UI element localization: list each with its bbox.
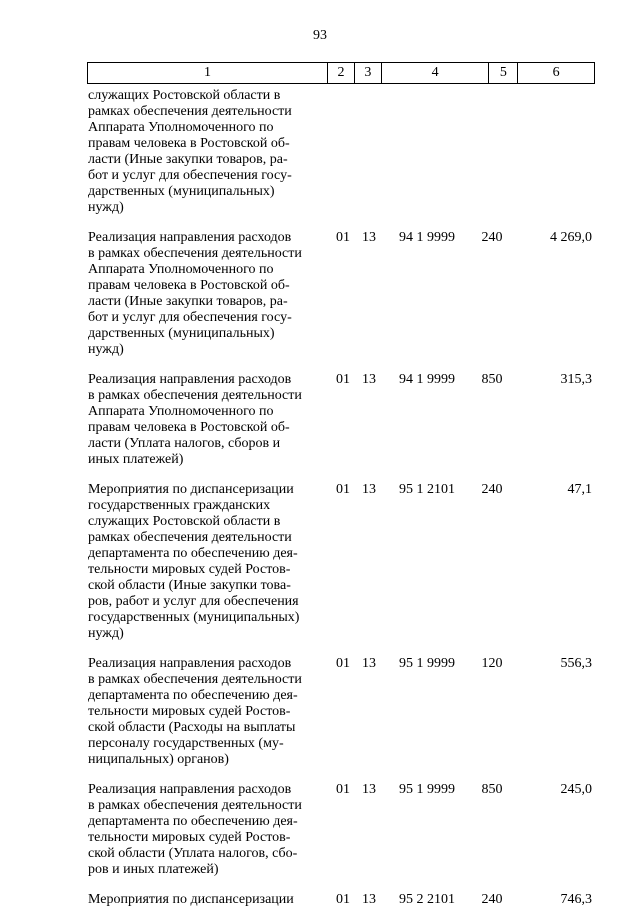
header-col-3: 3 xyxy=(355,63,382,83)
row-amount: 4 269,0 xyxy=(550,230,592,245)
row-section: 01 xyxy=(336,230,350,245)
table-row xyxy=(88,782,595,878)
row-expense-type: 240 xyxy=(481,230,503,245)
row-subsection: 13 xyxy=(362,230,376,245)
row-amount: 245,0 xyxy=(560,782,592,797)
page-number: 93 xyxy=(313,28,327,43)
row-expense-type: 240 xyxy=(481,892,503,907)
row-target-code: 95 1 2101 xyxy=(399,482,455,497)
row-section: 01 xyxy=(336,782,350,797)
row-section: 01 xyxy=(336,482,350,497)
row-amount: 746,3 xyxy=(560,892,592,907)
row-subsection: 13 xyxy=(362,372,376,387)
row-target-code: 94 1 9999 xyxy=(399,372,455,387)
table-row xyxy=(88,88,595,216)
row-description: Реализация направления расходов в рамках обеспечения деятельности департамента по обеспечению дея- тельности мировых судей Ростов- ской области (Уплата налогов, сбо- ров и иных платежей) xyxy=(88,782,302,877)
header-col-4: 4 xyxy=(382,63,490,83)
budget-table-body xyxy=(88,88,595,908)
row-subsection: 13 xyxy=(362,892,376,907)
row-amount: 315,3 xyxy=(560,372,592,387)
header-col-1: 1 xyxy=(88,63,328,83)
row-description: Мероприятия по диспансеризации государственных гражданских служащих Ростовской области в рамках обеспечения деятельности департамента по обеспечению дея- тельности мировых судей Ростов- ской области (Иные закупки това- ров, работ и услуг для обеспечения государственных (муниципальных) нужд) xyxy=(88,482,300,641)
row-subsection: 13 xyxy=(362,656,376,671)
row-amount: 47,1 xyxy=(567,482,592,497)
table-header xyxy=(87,62,595,84)
row-amount: 556,3 xyxy=(560,656,592,671)
header-col-2: 2 xyxy=(328,63,355,83)
row-expense-type: 850 xyxy=(481,372,503,387)
row-section: 01 xyxy=(336,892,350,907)
row-description: Мероприятия по диспансеризации xyxy=(88,892,294,907)
row-description: Реализация направления расходов в рамках обеспечения деятельности департамента по обеспечению дея- тельности мировых судей Ростов- ской области (Расходы на выплаты персоналу государственных (му- ниципальных) органов) xyxy=(88,656,302,767)
row-expense-type: 120 xyxy=(481,656,503,671)
row-target-code: 95 2 2101 xyxy=(399,892,455,907)
table-row xyxy=(88,482,595,642)
row-subsection: 13 xyxy=(362,482,376,497)
table-row xyxy=(88,892,595,908)
row-description: Реализация направления расходов в рамках обеспечения деятельности Аппарата Уполномоченного по правам человека в Ростовской об- ласти (Иные закупки товаров, ра- бот и услуг для обеспечения госу- дарственных (муниципальных) нужд) xyxy=(88,230,302,357)
row-section: 01 xyxy=(336,372,350,387)
row-expense-type: 850 xyxy=(481,782,503,797)
row-section: 01 xyxy=(336,656,350,671)
row-target-code: 95 1 9999 xyxy=(399,656,455,671)
table-row xyxy=(88,656,595,768)
row-subsection: 13 xyxy=(362,782,376,797)
row-description: Реализация направления расходов в рамках обеспечения деятельности Аппарата Уполномоченного по правам человека в Ростовской об- ласти (Уплата налогов, сборов и иных платежей) xyxy=(88,372,302,467)
header-col-5: 5 xyxy=(489,63,518,83)
row-target-code: 95 1 9999 xyxy=(399,782,455,797)
row-description: служащих Ростовской области в рамках обеспечения деятельности Аппарата Уполномоченного по правам человека в Ростовской об- ласти (Иные закупки товаров, ра- бот и услуг для обеспечения госу- дарственных (муниципальных) нужд) xyxy=(88,88,292,215)
table-row xyxy=(88,230,595,358)
row-target-code: 94 1 9999 xyxy=(399,230,455,245)
row-expense-type: 240 xyxy=(481,482,503,497)
table-row xyxy=(88,372,595,468)
header-col-6: 6 xyxy=(552,65,560,80)
